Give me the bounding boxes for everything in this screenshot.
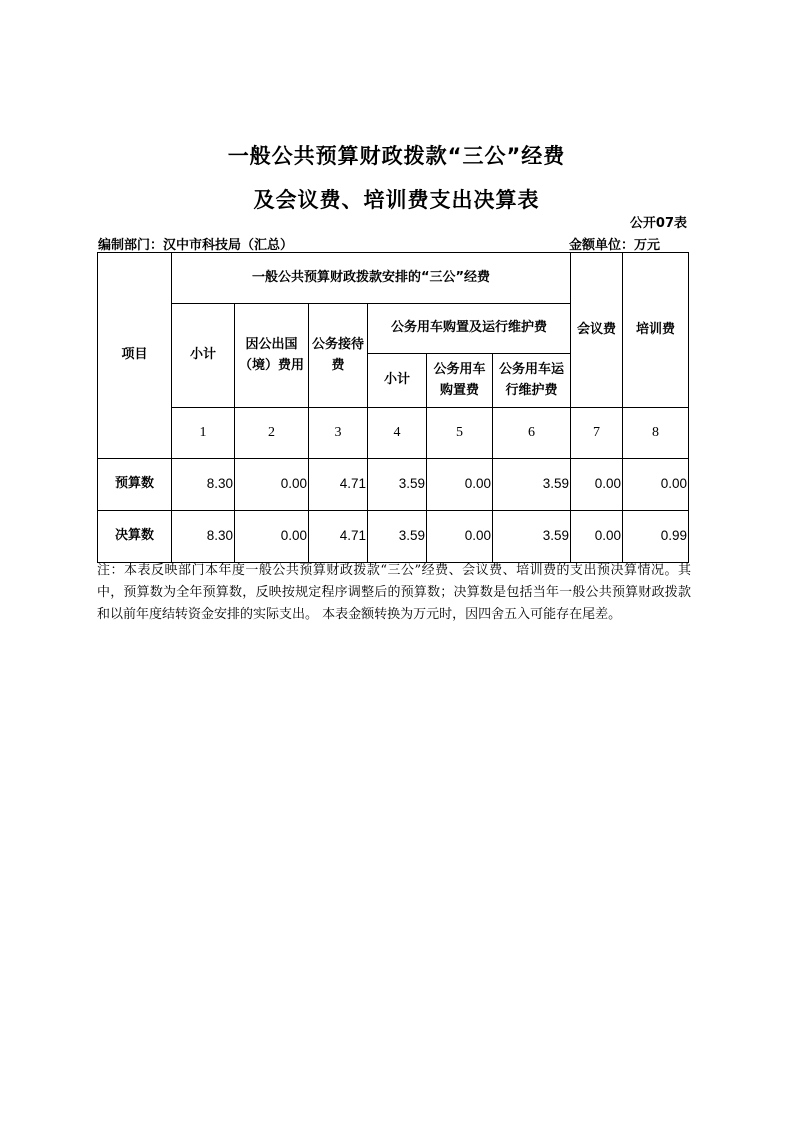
value-cell: 0.00 [235,459,309,511]
index-cell: 7 [571,408,623,459]
table-row [98,459,689,511]
header-vehicle-operation: 公务用车运行维护费 [493,354,571,408]
value-cell: 0.00 [427,459,493,511]
value-cell: 0.00 [571,511,623,563]
value-cell: 0.00 [623,459,689,511]
form-code: 公开07表 [629,216,687,231]
unit-label: 金额单位：万元 [568,238,660,253]
index-cell: 5 [427,408,493,459]
value-cell: 0.00 [427,511,493,563]
header-item: 项目 [98,253,172,459]
value-cell: 4.71 [309,459,368,511]
value-cell: 3.59 [368,511,427,563]
value-cell: 3.59 [368,459,427,511]
header-vehicle-group: 公务用车购置及运行维护费 [368,304,571,354]
header-abroad: 因公出国（境）费用 [235,304,309,408]
department-label: 编制部门：汉中市科技局（汇总） [98,238,294,253]
row-label-budget: 预算数 [98,459,172,511]
page-subtitle: 及会议费、培训费支出决算表 [253,188,540,212]
index-cell: 1 [172,408,235,459]
footnote: 注：本表反映部门本年度一般公共预算财政拨款“三公”经费、会议费、培训费的支出预决算情况。其中，预算数为全年预算数，反映按规定程序调整后的预算数；决算数是包括当年一般公共预算财政拨款和以前年度结转资金安排的实际支出。 本表金额转换为万元时，因四舍五入可能存在尾差。 [97,563,691,622]
value-cell: 3.59 [493,459,571,511]
index-cell: 3 [309,408,368,459]
header-reception: 公务接待费 [309,304,368,408]
value-cell: 0.00 [571,459,623,511]
header-training: 培训费 [623,253,689,408]
header-vehicle-subtotal: 小计 [368,354,427,408]
value-cell: 0.00 [235,511,309,563]
header-subtotal: 小计 [172,304,235,408]
header-vehicle-purchase: 公务用车购置费 [427,354,493,408]
value-cell: 3.59 [493,511,571,563]
index-cell: 8 [623,408,689,459]
header-meeting: 会议费 [571,253,623,408]
value-cell: 4.71 [309,511,368,563]
index-cell: 2 [235,408,309,459]
index-cell: 4 [368,408,427,459]
value-cell: 8.30 [172,459,235,511]
page-title: 一般公共预算财政拨款“三公”经费 [227,144,566,168]
value-cell: 8.30 [172,511,235,563]
row-label-actual: 决算数 [98,511,172,563]
table-row [98,511,689,563]
header-group-three-public: 一般公共预算财政拨款安排的“三公”经费 [172,253,571,304]
expense-table [97,252,689,563]
value-cell: 0.99 [623,511,689,563]
index-cell: 6 [493,408,571,459]
